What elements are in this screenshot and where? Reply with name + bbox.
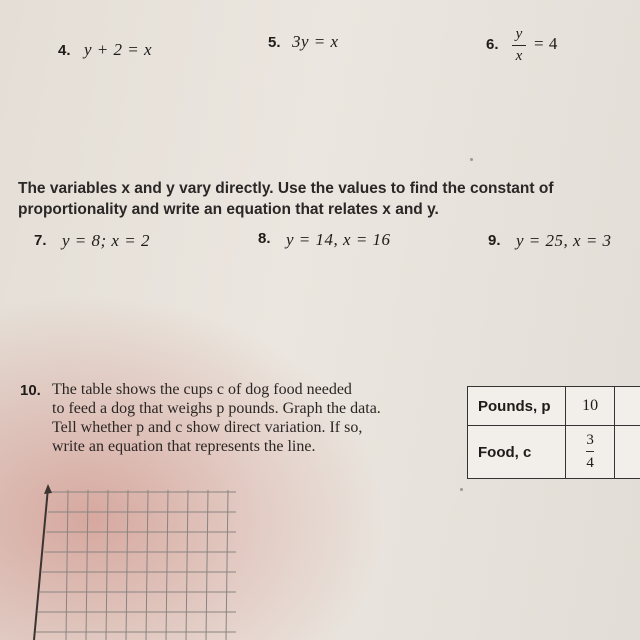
table-row-pounds [468, 387, 640, 426]
problem-10-line-2: to feed a dog that weighs p pounds. Graph the data. [52, 400, 381, 417]
paper-speck [460, 488, 463, 491]
food-numerator: 3 [586, 432, 594, 448]
problem-4-equation: y + 2 = x [84, 40, 153, 59]
data-table [467, 386, 640, 479]
table-row-food [468, 426, 640, 479]
graph-y-axis [34, 488, 48, 640]
problem-8-equation: y = 14, x = 16 [286, 230, 391, 249]
problem-8-number: 8. [258, 230, 271, 247]
problem-7-equation: y = 8; x = 2 [62, 231, 150, 250]
problem-10-number: 10. [20, 382, 41, 399]
pounds-value: 10 [566, 387, 615, 426]
instructions-line-1: The variables x and y vary directly. Use the values to find the constant of [18, 180, 554, 197]
problem-10-line-4: write an equation that represents the line. [52, 438, 316, 455]
food-label: Food, c [468, 426, 566, 479]
problem-6-fraction [512, 26, 526, 65]
problem-10-line-3: Tell whether p and c show direct variation. If so, [52, 419, 363, 436]
graph-grid [30, 484, 242, 640]
problem-4-number: 4. [58, 42, 71, 59]
problem-9-number: 9. [488, 232, 501, 249]
problem-6-numerator: y [515, 26, 523, 42]
y-axis-arrow-icon [44, 484, 52, 494]
problem-7-number: 7. [34, 232, 47, 249]
pounds-label: Pounds, p [468, 387, 566, 426]
problem-6-rhs: = 4 [534, 34, 558, 53]
problem-5-number: 5. [268, 34, 281, 51]
problem-6-denominator: x [515, 48, 523, 64]
section-instructions [18, 178, 633, 220]
instructions-line-2: proportionality and write an equation that relates x and y. [18, 201, 439, 218]
problem-10-line-1: The table shows the cups c of dog food needed [52, 381, 352, 398]
paper-speck [470, 158, 473, 161]
problem-10-text [52, 380, 462, 456]
food-value [566, 426, 615, 479]
problem-6-number: 6. [486, 36, 499, 53]
problem-9-equation: y = 25, x = 3 [516, 231, 612, 250]
problem-5-equation: 3y = x [292, 32, 339, 51]
food-denominator: 4 [586, 455, 594, 471]
